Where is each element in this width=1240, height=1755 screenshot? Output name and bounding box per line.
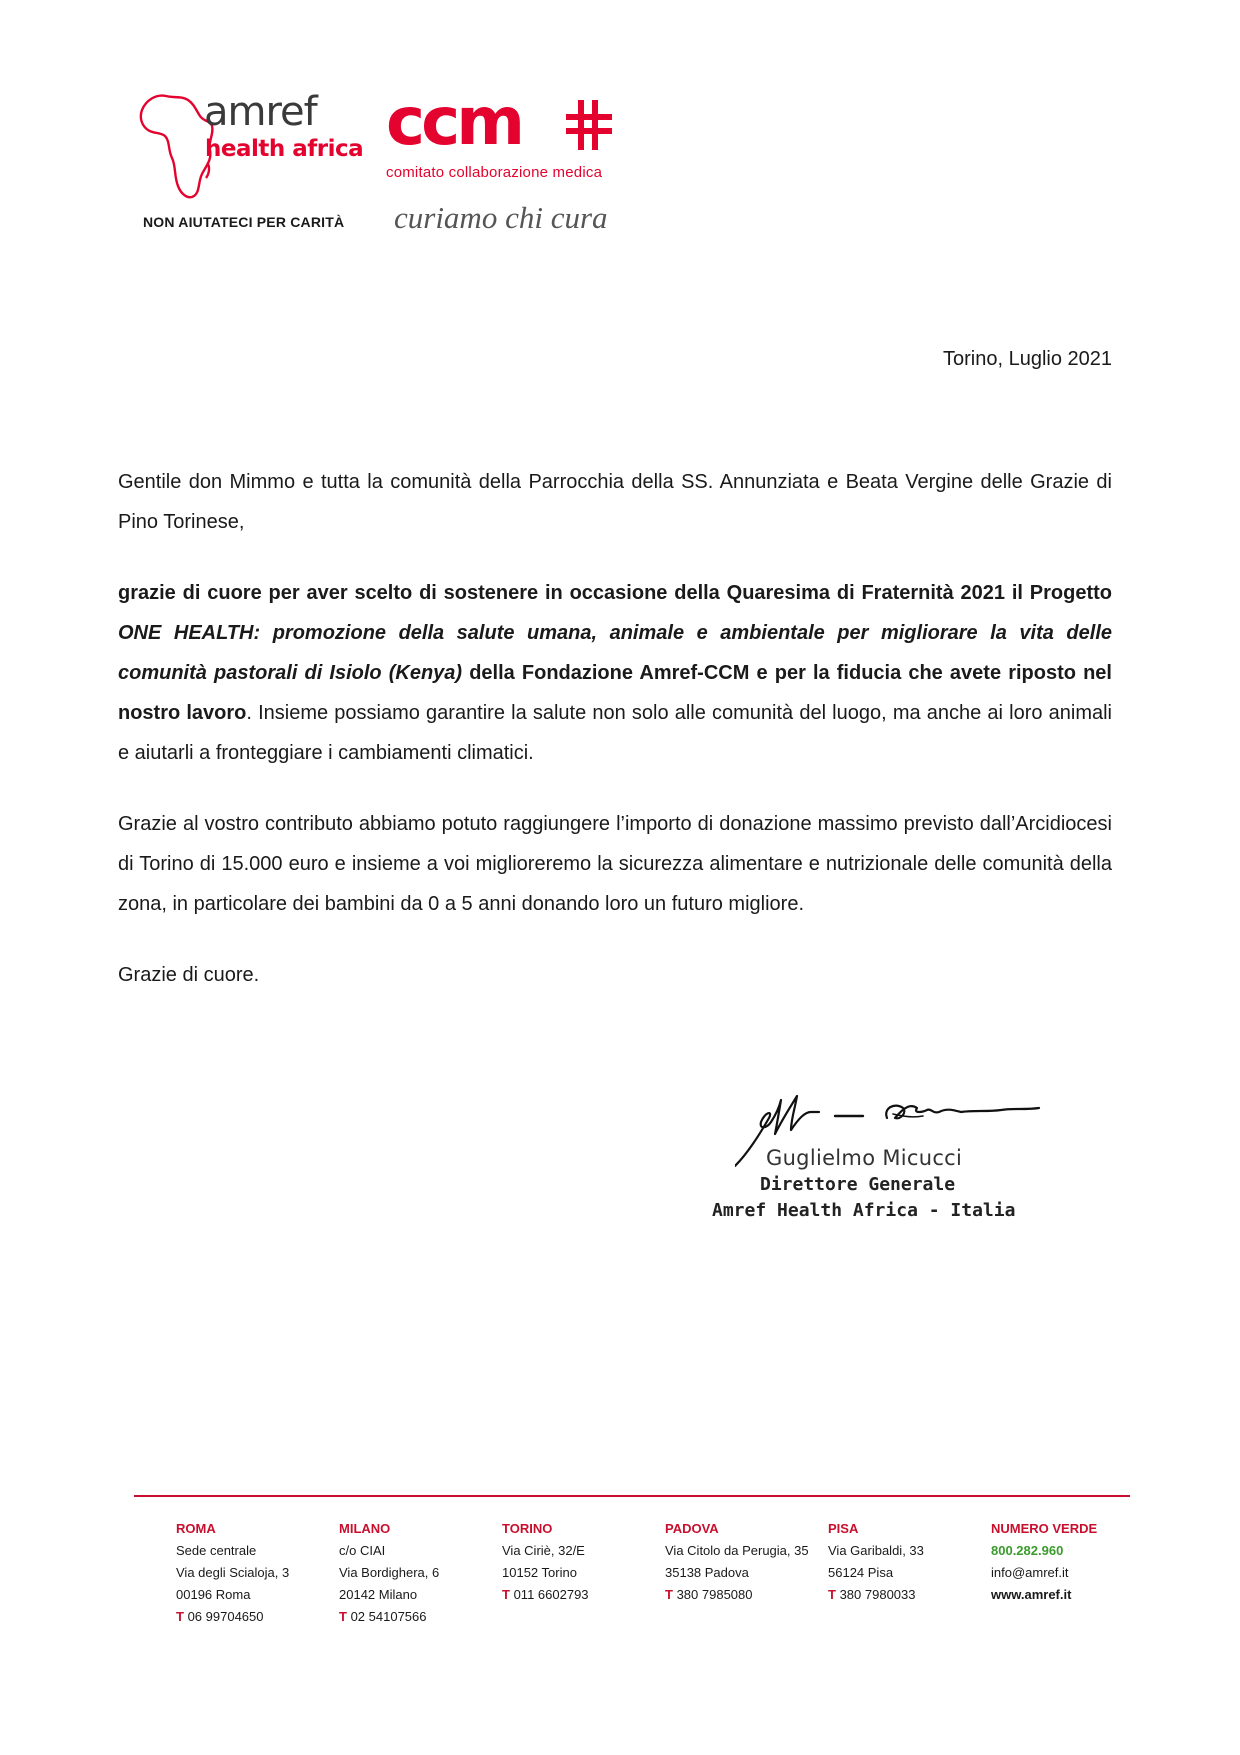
office-line: c/o CIAI [339,1543,386,1558]
office-line: Via degli Scialoja, 3 [176,1565,290,1580]
letter-closing: Grazie di cuore. [118,964,260,986]
office-phone: T 06 99704650 [176,1609,264,1624]
letter-salutation: Gentile don Mimmo e tutta la comunità della Parrocchia della SS. Annunziata e Beata Vergine delle Grazie di Pino Torinese, [118,471,1112,533]
thanks-bold-a: grazie di cuore per aver scelto di sostenere in occasione della Quaresima di Fraternità 2021 il Progetto [118,582,1112,604]
ccm-cross-icon [566,100,612,150]
office-city: TORINO [502,1521,553,1536]
ccm-logo [386,94,636,156]
office-line: Via Citolo da Perugia, 35 [665,1543,809,1558]
thanks-rest: . Insieme possiamo garantire la salute non solo alle comunità del luogo, ma anche ai loro animali e aiutarli a fronteggiare i cambiamenti climatici. [118,702,1112,764]
office-line: 10152 Torino [502,1565,577,1580]
ccm-logo-letters: ccm [386,94,522,156]
project-title: ONE HEALTH: promozione della salute umana, animale e ambientale per migliorare la vita delle comunità pastorali di Isiolo (Kenya) [118,622,1112,684]
signatory-role: Direttore Generale [760,1174,956,1195]
office-phone: T 011 6602793 [502,1587,589,1602]
office-city: ROMA [176,1521,216,1536]
office-line: Via Bordighera, 6 [339,1565,440,1580]
footer-office-pisa [828,1518,991,1628]
office-line: 35138 Padova [665,1565,749,1580]
letter-paragraph-contribution: Grazie al vostro contributo abbiamo potuto raggiungere l’importo di donazione massimo previsto dall’Arcidiocesi di Torino di 15.000 euro e insieme a voi miglioreremo la sicurezza alimentare e nutrizionale delle comunità della zona, in particolare dei bambini da 0 a 5 anni donando loro un futuro migliore. [118,813,1112,915]
office-phone: T 380 7985080 [665,1587,753,1602]
thanks-bold-b: della Fondazione Amref-CCM e per la fiducia che avete riposto nel nostro lavoro [118,662,1112,724]
footer-office-milano [339,1518,502,1628]
amref-logo-name: amref [204,89,317,135]
office-city: PADOVA [665,1521,719,1536]
letter-date: Torino, Luglio 2021 [942,348,1112,370]
office-line: 56124 Pisa [828,1565,894,1580]
office-line: Sede centrale [176,1543,257,1558]
signatory-organization: Amref Health Africa - Italia [712,1200,1016,1221]
office-phone: T 02 54107566 [339,1609,427,1624]
letter-body [118,462,1112,1026]
office-phone: T 380 7980033 [828,1587,916,1602]
footer-website: www.amref.it [991,1587,1072,1602]
numero-verde-title: NUMERO VERDE [991,1521,1098,1536]
footer-offices [176,1518,1154,1628]
ccm-tagline: curiamo chi cura [394,200,608,235]
footer-email: info@amref.it [991,1565,1069,1580]
footer-divider [134,1495,1130,1497]
footer-numero-verde [991,1518,1154,1628]
footer-office-roma [176,1518,339,1628]
footer-office-torino [502,1518,665,1628]
office-line: 00196 Roma [176,1587,251,1602]
numero-verde-number: 800.282.960 [991,1543,1064,1558]
amref-tagline: NON AIUTATECI PER CARITÀ [143,214,345,230]
office-city: MILANO [339,1521,391,1536]
office-line: Via Ciriè, 32/E [502,1543,585,1558]
amref-logo-sub: health africa [205,136,364,162]
signatory-name: Guglielmo Micucci [766,1146,963,1170]
ccm-logo-sub: comitato collaborazione medica [386,164,603,181]
letter-paragraph-thanks [118,573,1112,773]
footer-office-padova [665,1518,828,1628]
office-line: Via Garibaldi, 33 [828,1543,924,1558]
office-city: PISA [828,1521,859,1536]
office-line: 20142 Milano [339,1587,418,1602]
